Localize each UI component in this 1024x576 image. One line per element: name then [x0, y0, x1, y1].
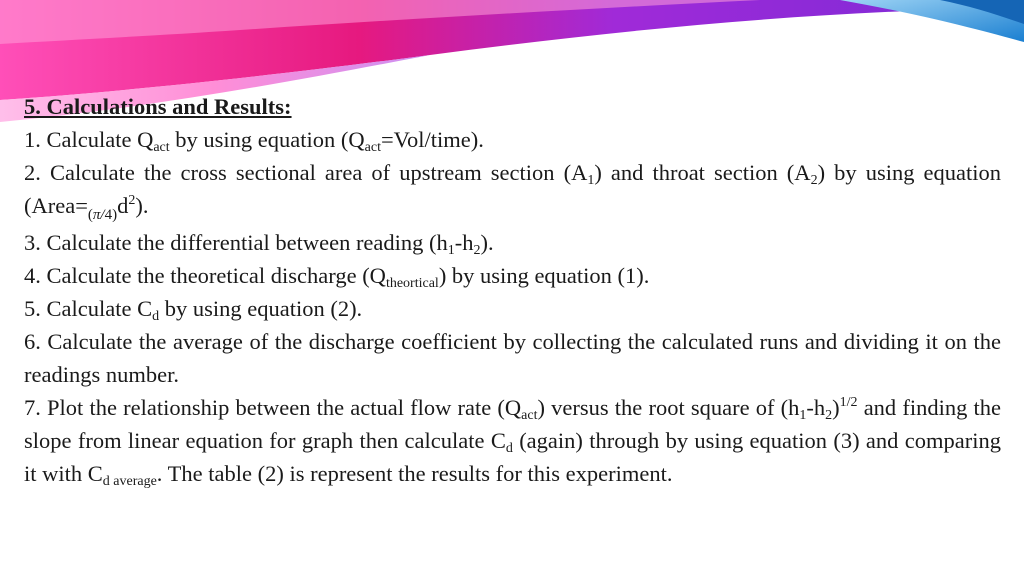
slide-body: [24, 90, 1001, 490]
step-4: 4. Calculate the theoretical discharge $(Q_{theortical})$ by using equation (1).: [24, 263, 650, 291]
step-2: 2. Calculate the cross sectional area of upstream section $(A_1)$ and throat section $(A_2)$ by using equation $(Area=_{(\pi/4)}d^2)$.: [24, 160, 1002, 223]
pi-over-4-fraction: (π/4): [87, 207, 118, 223]
step-5: 5. Calculate $C_d$ by using equation (2).: [24, 296, 363, 324]
section-heading: 5. Calculations and Results:: [24, 94, 292, 119]
step-3: 3. Calculate the differential between reading $(h_1-h_2)$.: [24, 230, 494, 258]
step-6: 6. Calculate the average of the discharge coefficient by collecting the calculated runs and dividing it on the readings number.: [24, 329, 1001, 387]
step-1: 1. Calculate $Q_{act}$ by using equation $(Q_{act}=Vol/time)$.: [24, 127, 484, 155]
step-7: 7. Plot the relationship between the actual flow rate $(Q_{act})$ versus the root square of $(h_1-h_2)^{1/2}$ and finding the slope from linear equation for graph then calculate $C_d$ (again) through by using equation (3) and comparing it with $C_{d average}$. The table (2) is represent the results for this experiment.: [24, 395, 1001, 489]
